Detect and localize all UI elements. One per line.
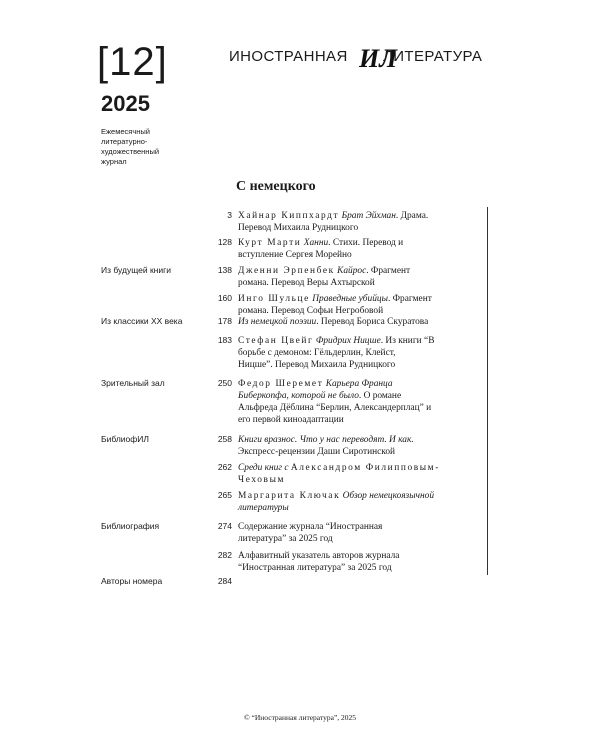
toc-text: Алфавитный указатель авторов журнала xyxy=(238,551,400,561)
journal-description-line: литературно- xyxy=(101,137,148,146)
toc-author: Федор Шеремет xyxy=(238,379,324,389)
toc-entry-line xyxy=(238,434,483,446)
toc-work-title: Кайрос xyxy=(337,266,367,276)
toc-text: . Перевод Бориса Скуратова xyxy=(316,317,429,327)
toc-entry xyxy=(238,237,483,261)
toc-author: Курт Марти xyxy=(238,238,302,248)
toc-page-number: 274 xyxy=(217,521,232,531)
toc-work-title: Книги вразнос. Что у нас переводят. И как. xyxy=(238,435,414,445)
toc-page-number: 138 xyxy=(217,265,232,275)
toc-entry-line xyxy=(238,265,483,277)
toc-entry-line xyxy=(238,378,483,390)
toc-text: Экспресс-рецензии Даши Сиротинской xyxy=(238,447,396,457)
toc-section-label: Авторы номера xyxy=(101,576,163,586)
toc-author: Чеховым xyxy=(238,475,286,485)
toc-entry-line xyxy=(238,359,483,371)
journal-description-line: художественный xyxy=(101,147,160,156)
toc-text: . Фрагмент xyxy=(366,266,411,276)
toc-entry-line xyxy=(238,414,483,426)
toc-entry-line xyxy=(238,446,483,458)
toc-author: Хайнар Киппхардт xyxy=(238,211,340,221)
toc-section-label: БиблиофИЛ xyxy=(101,434,149,444)
toc-author: Стефан Цвейг xyxy=(238,336,314,346)
toc-section-label: Из классики XX века xyxy=(101,316,183,326)
toc-page-number: 128 xyxy=(217,237,232,247)
toc-page-number: 160 xyxy=(217,293,232,303)
toc-text: . Фрагмент xyxy=(387,294,432,304)
masthead-word-right: ЛИТЕРАТУРА xyxy=(383,48,483,65)
toc-entry xyxy=(238,462,483,486)
journal-description-line: Ежемесячный xyxy=(101,127,150,136)
issue-number: [12] xyxy=(97,40,168,84)
toc-text: романа. Перевод Софьи Негробовой xyxy=(238,306,384,316)
toc-entry-line xyxy=(238,390,483,402)
toc-entry xyxy=(238,316,483,328)
toc-entry-line xyxy=(238,402,483,414)
toc-entry xyxy=(238,550,483,574)
toc-entry-line xyxy=(238,533,483,545)
journal-description xyxy=(101,127,201,167)
toc-entry xyxy=(238,265,483,289)
toc-section-label: Зрительный зал xyxy=(101,378,165,388)
toc-text: . Из книги “В xyxy=(380,336,435,346)
issue-year: 2025 xyxy=(101,91,150,116)
toc-entry xyxy=(238,293,483,317)
toc-page-number: 262 xyxy=(217,462,232,472)
toc-text: Альфреда Дёблина “Берлин, Александерплац” и xyxy=(238,403,432,413)
toc-entry-line xyxy=(238,222,483,234)
toc-entry xyxy=(238,335,483,371)
toc-entry-line xyxy=(238,316,483,328)
toc-entry-line xyxy=(238,502,483,514)
toc-page-number: 3 xyxy=(227,210,232,220)
copyright-footer: © “Иностранная литература”, 2025 xyxy=(243,713,357,722)
toc-entry-line xyxy=(238,335,483,347)
toc-work-title: Фридрих Ницше xyxy=(315,336,381,346)
toc-page-number: 178 xyxy=(217,316,232,326)
toc-text: . О романе xyxy=(358,391,402,401)
toc-entry xyxy=(238,210,483,234)
toc-text: вступление Сергея Морейно xyxy=(238,250,352,260)
toc-work-title: Брат Эйхман xyxy=(341,211,396,221)
toc-entry-line xyxy=(238,474,483,486)
journal-description-line: журнал xyxy=(101,157,127,166)
toc-author: Маргарита Ключак xyxy=(238,491,341,501)
toc-entry xyxy=(238,521,483,545)
toc-text: литература” за 2025 год xyxy=(238,534,333,544)
toc-author: Дженни Эрпенбек xyxy=(238,266,335,276)
toc-page-number: 258 xyxy=(217,434,232,444)
masthead-word-left: ИНОСТРАННАЯ xyxy=(229,48,348,65)
toc-section-label: Библиография xyxy=(101,521,160,531)
toc-entry-line xyxy=(238,521,483,533)
toc-entry xyxy=(238,490,483,514)
section-title: С немецкого xyxy=(236,179,316,194)
toc-author: Инго Шульце xyxy=(238,294,310,304)
toc-entry-line xyxy=(238,293,483,305)
toc-work-title: Из немецкой поэзии xyxy=(238,317,317,327)
toc-work-title: литературы xyxy=(238,503,289,513)
toc-page-number: 183 xyxy=(217,335,232,345)
toc-work-title: Карьера Франца xyxy=(325,379,393,389)
toc-entry xyxy=(238,378,483,426)
toc-page-number: 250 xyxy=(217,378,232,388)
toc-page-number: 282 xyxy=(217,550,232,560)
journal-logo-letters: ИЛ xyxy=(359,44,398,73)
toc-entry-line xyxy=(238,277,483,289)
toc-text: борьбе с демоном: Гёльдерлин, Клейст, xyxy=(238,348,396,358)
toc-entry-line xyxy=(238,490,483,502)
toc-entry xyxy=(238,434,483,458)
toc-page-number: 284 xyxy=(217,576,232,586)
toc-entry-line xyxy=(238,347,483,359)
toc-text: . Драма. xyxy=(395,211,429,221)
toc-page-number: 265 xyxy=(217,490,232,500)
toc-text: “Иностранная литература” за 2025 год xyxy=(238,563,392,573)
toc-work-title: Среди книг с xyxy=(238,463,289,473)
journal-logo xyxy=(358,38,398,76)
toc-work-title: Праведные убийцы xyxy=(312,294,388,304)
toc-text: . Стихи. Перевод и xyxy=(328,238,404,248)
toc-text: романа. Перевод Веры Ахтырской xyxy=(238,278,375,288)
vertical-rule xyxy=(487,207,488,575)
toc-entry-line xyxy=(238,210,483,222)
toc-work-title: Обзор немецкоязычной xyxy=(342,491,435,501)
toc-section-label: Из будущей книги xyxy=(101,265,171,275)
toc-author: Александром Филипповым- xyxy=(290,463,440,473)
toc-work-title: Биберкопфа, которой не было xyxy=(238,391,359,401)
toc-text: Содержание журнала “Иностранная xyxy=(238,522,383,532)
toc-text: Ницше”. Перевод Михаила Рудницкого xyxy=(238,360,396,370)
toc-entry-line xyxy=(238,237,483,249)
toc-entry-line xyxy=(238,462,483,474)
toc-entry-line xyxy=(238,249,483,261)
toc-entry-line xyxy=(238,562,483,574)
toc-text: Перевод Михаила Рудницкого xyxy=(238,223,359,233)
toc-entry-line xyxy=(238,550,483,562)
toc-text: его первой киноадаптации xyxy=(238,415,344,425)
toc-work-title: Ханни xyxy=(303,238,329,248)
